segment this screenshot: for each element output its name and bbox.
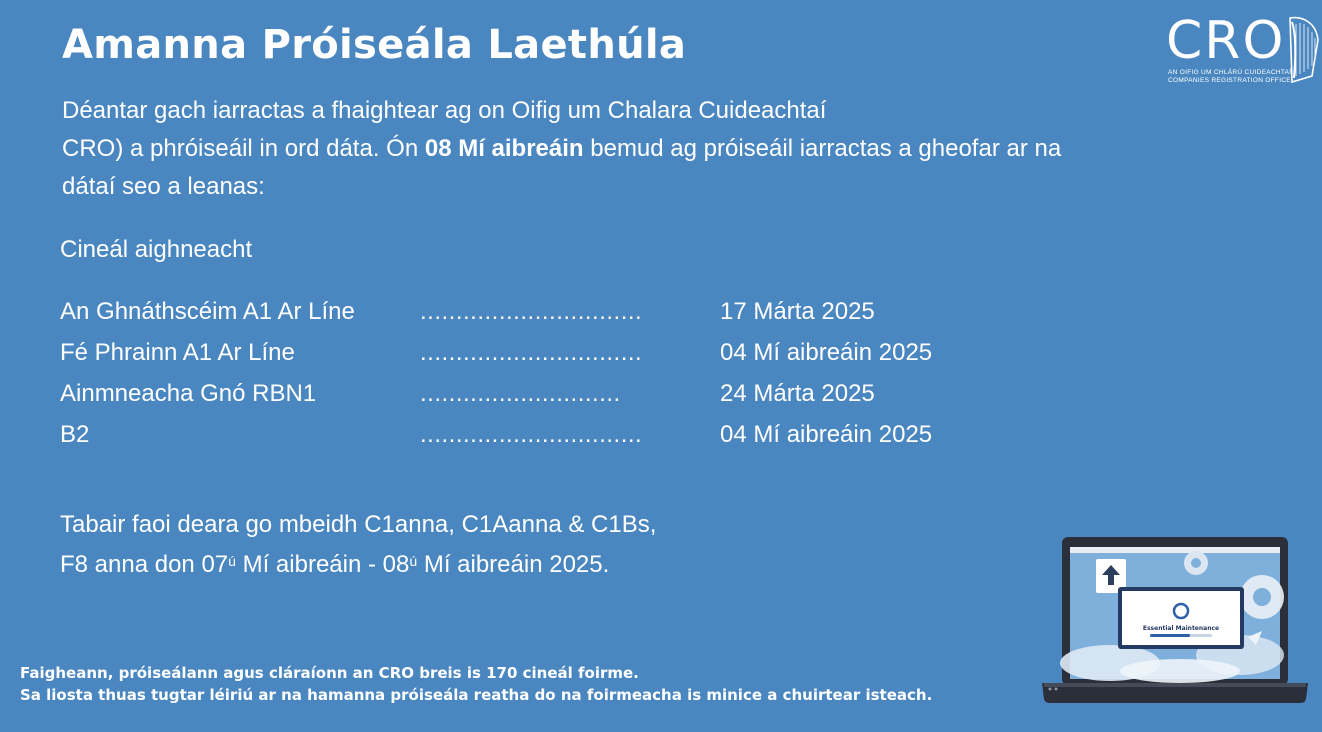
- schedule-row-date: 24 Márta 2025: [720, 380, 875, 407]
- intro-line-3: dátaí seo a leanas:: [62, 173, 265, 200]
- footer-note: [20, 662, 932, 706]
- harp-icon: [1282, 14, 1322, 86]
- ordinal-suffix: ú: [409, 553, 418, 569]
- footer-line-2: Sa liosta thuas tugtar léiriú ar na hamanna próiseála reatha do na foirmeacha is minice a chuirtear isteach.: [20, 686, 933, 704]
- notice-text-c: Mí aibreáin 2025.: [417, 551, 610, 578]
- intro-paragraph: [62, 92, 1222, 206]
- notice: [60, 505, 656, 585]
- schedule-row-leader: ............................: [420, 380, 621, 407]
- intro-line-2: [62, 130, 1222, 168]
- notice-text-a: F8 anna don 07: [60, 551, 229, 578]
- schedule-row-name: Fé Phrainn A1 Ar Líne: [60, 339, 295, 366]
- intro-date-highlight: 08 Mí aibreáin: [424, 135, 584, 162]
- maintenance-laptop-illustration: [1040, 535, 1310, 707]
- cro-logo-subtitle-english: COMPANIES REGISTRATION OFFICE: [1168, 77, 1291, 84]
- gear-icon: [1240, 575, 1284, 619]
- schedule-row-name: Ainmneacha Gnó RBN1: [60, 380, 317, 407]
- schedule-row-leader: ...............................: [420, 298, 643, 325]
- footer-line-1: Faigheann, próiseálann agus cláraíonn an CRO breis is 170 cineál foirme.: [20, 664, 639, 682]
- notice-text-b: Mí aibreáin - 08: [235, 551, 410, 578]
- schedule-row-leader: ...............................: [420, 339, 643, 366]
- ordinal-suffix: ú: [228, 553, 236, 569]
- intro-line-2-post: bemud ag próiseáil iarractas a gheofar ar na: [583, 135, 1062, 162]
- cro-logo-text: CRO: [1166, 11, 1286, 71]
- schedule-row-name: An Ghnáthscéim A1 Ar Líne: [60, 298, 355, 325]
- cro-logo-subtitle-irish: AN OIFIG UM CHLÁRÚ CUIDEACHTAÍ: [1168, 69, 1292, 76]
- schedule-row-date: 17 Márta 2025: [720, 298, 875, 325]
- schedule-row-name: B2: [60, 421, 90, 448]
- intro-line-1: Déantar gach iarractas a fhaightear ag on Oifig um Chalara Cuideachtaí: [62, 97, 827, 124]
- notice-line-2: [60, 545, 656, 585]
- schedule-row-date: 04 Mí aibreáin 2025: [720, 421, 933, 448]
- cro-logo: [1162, 11, 1322, 88]
- gear-icon: [1184, 551, 1208, 575]
- notice-line-1: Tabair faoi deara go mbeidh C1anna, C1Aanna & C1Bs,: [60, 511, 657, 538]
- maintenance-dialog-label: Essential Maintenance: [1142, 625, 1220, 632]
- intro-line-2-pre: CRO) a phróiseáil in ord dáta. Ón: [62, 135, 425, 162]
- schedule-row-leader: ...............................: [420, 421, 643, 448]
- page-title: Amanna Próiseála Laethúla: [62, 22, 687, 68]
- schedule-row-date: 04 Mí aibreáin 2025: [720, 339, 933, 366]
- submission-type-heading: Cineál aighneacht: [60, 236, 253, 263]
